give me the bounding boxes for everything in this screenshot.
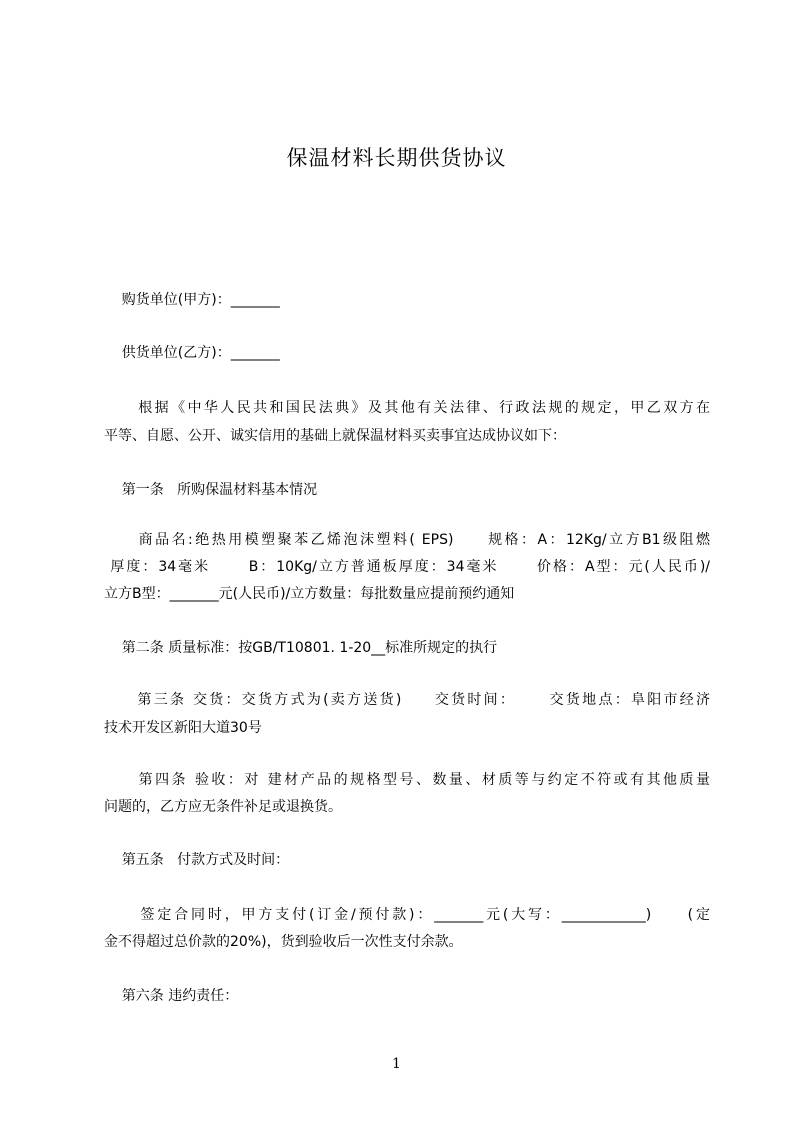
article-1-heading: 第一条 所购保温材料基本情况 — [104, 482, 318, 498]
preamble-line-1: 根据《中华人民共和国民法典》及其他有关法律、行政法规的规定，甲乙双方在 — [104, 400, 710, 416]
article-1-line-1: 商品名:绝热用模塑聚苯乙烯泡沫塑料( EPS) 规格：A：12Kg/立方B1级阻燃 — [104, 532, 710, 548]
article-4-line-1: 第四条 验收：对 建材产品的规格型号、数量、材质等与约定不符或有其他质量 — [104, 772, 710, 788]
article-2-line: 第二条 质量标准：按GB/T10801. 1-20__标准所规定的执行 — [104, 640, 498, 656]
article-6-heading: 第六条 违约责任： — [104, 988, 239, 1004]
article-4-line-2: 问题的，乙方应无条件补足或退换货。 — [104, 799, 342, 815]
article-3-line-1: 第三条 交货：交货方式为(卖方送货) 交货时间： 交货地点：阜阳市经济 — [104, 692, 710, 708]
article-3-line-2: 技术开发区新阳大道30号 — [104, 720, 262, 736]
article-5-line-2: 金不得超过总价款的20%)，货到验收后一次性支付余款。 — [104, 934, 463, 950]
article-5-line-1: 签定合同时，甲方支付(订金/预付款)：_______元(大写：____________) (定 — [104, 907, 710, 923]
article-1-line-2: 厚度：34毫米 B：10Kg/立方普通板厚度：34毫米 价格：A型：元(人民币)/ — [104, 559, 710, 575]
document-title: 保温材料长期供货协议 — [286, 146, 507, 170]
article-5-heading: 第五条 付款方式及时间： — [104, 852, 290, 868]
article-1-line-3: 立方B型：_______元(人民币)/立方数量：每批数量应提前预约通知 — [104, 586, 515, 602]
page-number: 1 — [392, 1056, 401, 1072]
preamble-line-2: 平等、自愿、公开、诚实信用的基础上就保温材料买卖事宜达成协议如下： — [104, 428, 566, 444]
seller-line: 供货单位(乙方)：_______ — [104, 345, 280, 361]
buyer-line: 购货单位(甲方)：_______ — [104, 292, 280, 308]
